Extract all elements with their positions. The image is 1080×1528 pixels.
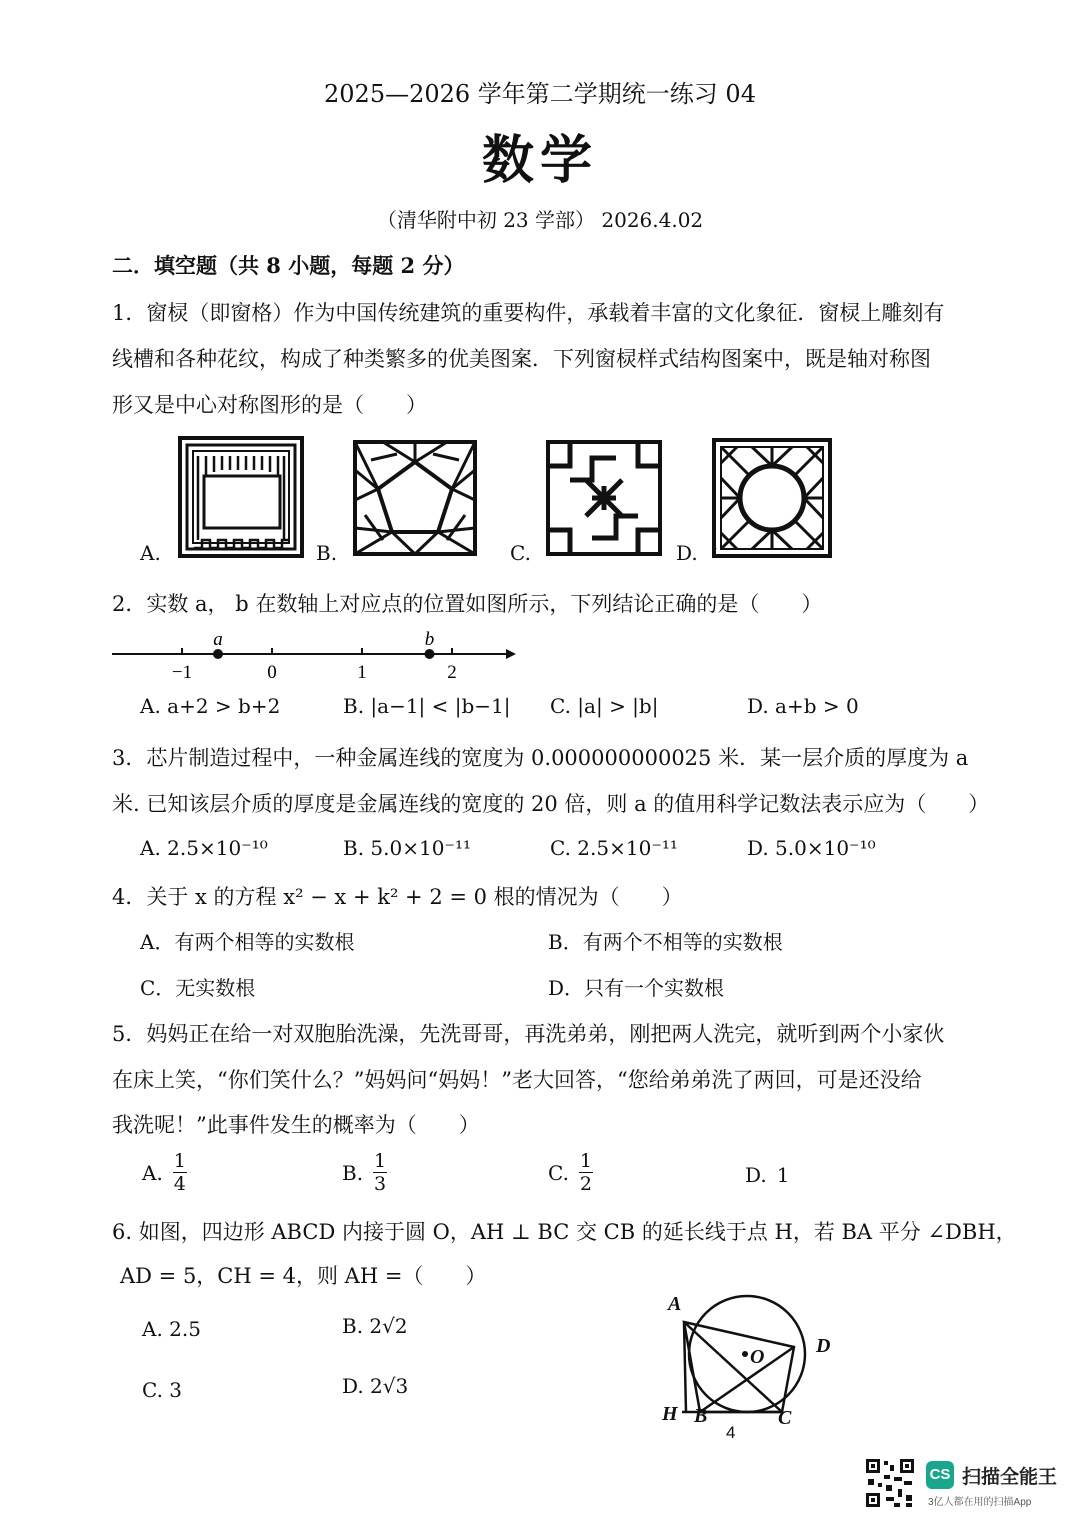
q6-circle-figure [656, 1282, 840, 1440]
q2-option-b: B. |a−1| < |b−1| [343, 694, 511, 718]
q3-option-d: D. 5.0×10⁻¹⁰ [747, 836, 876, 860]
scanner-tagline: 3亿人都在用的扫描App [928, 1497, 1032, 1508]
point-b [425, 649, 435, 659]
label-h: H [662, 1403, 678, 1425]
point-a-label: a [213, 629, 223, 650]
center-o [742, 1351, 748, 1357]
scanner-logo: CS [926, 1461, 954, 1489]
q6-option-b: B. 2√2 [342, 1314, 408, 1338]
q1-option-c: C. [510, 541, 531, 565]
q3-line2: 米. 已知该层介质的厚度是金属连线的宽度的 20 倍，则 a 的值用科学记数法表示应为（ ） [112, 792, 990, 816]
subject-title: 数学 [481, 130, 598, 191]
number-line-tick-label: 1 [357, 662, 367, 683]
q5-line2: 在床上笑，“你们笑什么？”妈妈问“妈妈！”老大回答，“您给弟弟洗了两回，可是还没给 [112, 1068, 922, 1092]
number-line-tick-label: −1 [171, 662, 193, 683]
q6-option-a: A. 2.5 [142, 1317, 201, 1341]
q4-option-b: B．有两个不相等的实数根 [548, 930, 783, 954]
q5-option-b-letter: B. [342, 1160, 364, 1185]
label-o: O [750, 1346, 765, 1368]
fraction-denominator: 2 [579, 1173, 592, 1195]
q1-option-a: A. [140, 541, 161, 565]
fraction-numerator: 1 [374, 1150, 387, 1172]
q1-line2: 线槽和各种花纹，构成了种类繁多的优美图案．下列窗棂样式结构图案中，既是轴对称图 [112, 347, 931, 371]
q1-line1: 1．窗棂（即窗格）作为中国传统建筑的重要构件，承载着丰富的文化象征．窗棂上雕刻有 [112, 301, 945, 325]
q1-option-b: B. [316, 541, 338, 565]
point-a [213, 649, 223, 659]
q3-line1: 3．芯片制造过程中，一种金属连线的宽度为 0.000000000025 米．某一层介质的厚度为 a [112, 746, 969, 770]
q5-option-c-letter: C. [548, 1160, 569, 1185]
number-line-arrow [506, 649, 516, 659]
number-line-tick-label: 2 [447, 662, 457, 683]
q2-number-line [110, 625, 516, 685]
q5-option-a-fraction [173, 1150, 187, 1195]
fraction-denominator: 3 [374, 1173, 387, 1195]
q3-option-a: A. 2.5×10⁻¹⁰ [140, 836, 268, 860]
q4-option-d: D．只有一个实数根 [548, 976, 725, 1000]
q5-option-c [548, 1150, 593, 1195]
q6-line2: AD = 5，CH = 4，则 AH =（ ） [120, 1264, 487, 1288]
q6-option-d: D. 2√3 [342, 1374, 409, 1398]
length-label: 4 [726, 1423, 736, 1440]
q1-option-d: D. [676, 541, 698, 565]
q5-option-d-letter: D. [745, 1163, 767, 1187]
q4-option-c: C．无实数根 [140, 976, 256, 1000]
q5-option-c-fraction [579, 1150, 593, 1195]
q3-option-b: B. 5.0×10⁻¹¹ [343, 836, 472, 860]
q5-option-b [342, 1150, 387, 1195]
q5-option-a [142, 1150, 187, 1195]
label-c: C [778, 1407, 792, 1429]
fraction-numerator: 1 [173, 1150, 186, 1172]
section-title: 二．填空题（共 8 小题，每题 2 分） [112, 253, 465, 278]
q5-option-d-value: 1 [776, 1163, 790, 1187]
label-d: D [816, 1335, 831, 1357]
q6-line1: 6. 如图，四边形 ABCD 内接于圆 O，AH ⊥ BC 交 CB 的延长线于点 H，若 BA 平分 ∠DBH， [112, 1220, 1017, 1244]
q2-option-a: A. a+2 > b+2 [140, 694, 281, 718]
q5-option-b-fraction [373, 1150, 387, 1195]
exam-title: 2025—2026 学年第二学期统一练习 04 [324, 80, 756, 108]
q3-option-c: C. 2.5×10⁻¹¹ [550, 836, 678, 860]
label-a: A [668, 1293, 682, 1315]
scanner-app-name: 扫描全能王 [962, 1467, 1058, 1488]
lattice-figure-d [712, 438, 832, 558]
lattice-figure-c [546, 440, 662, 556]
q1-line3: 形又是中心对称图形的是（ ） [112, 393, 427, 417]
point-b-label: b [424, 629, 435, 650]
qr-code [864, 1457, 916, 1509]
q4-option-a: A．有两个相等的实数根 [140, 930, 355, 954]
q5-line3: 我洗呢！”此事件发生的概率为（ ） [112, 1113, 480, 1137]
fraction-numerator: 1 [579, 1150, 592, 1172]
fraction-denominator: 4 [173, 1173, 186, 1195]
lattice-figure-a [178, 436, 304, 558]
q5-option-a-letter: A. [142, 1160, 163, 1185]
school-date: （清华附中初 23 学部） 2026.4.02 [376, 208, 704, 232]
lattice-figure-b [353, 440, 477, 556]
q5-option-d [745, 1163, 789, 1187]
q5-line1: 5．妈妈正在给一对双胞胎洗澡，先洗哥哥，再洗弟弟，刚把两人洗完，就听到两个小家伙 [112, 1022, 945, 1046]
q6-option-c: C. 3 [142, 1378, 183, 1402]
number-line-tick-label: 0 [267, 662, 277, 683]
q2-option-c: C. |a| > |b| [550, 694, 659, 718]
q2-option-d: D. a+b > 0 [747, 694, 859, 718]
q2-text: 2．实数 a， b 在数轴上对应点的位置如图所示，下列结论正确的是（ ） [112, 592, 823, 616]
q4-text: 4．关于 x 的方程 x² − x + k² + 2 = 0 根的情况为（ ） [112, 885, 683, 909]
label-b: B [694, 1405, 708, 1427]
